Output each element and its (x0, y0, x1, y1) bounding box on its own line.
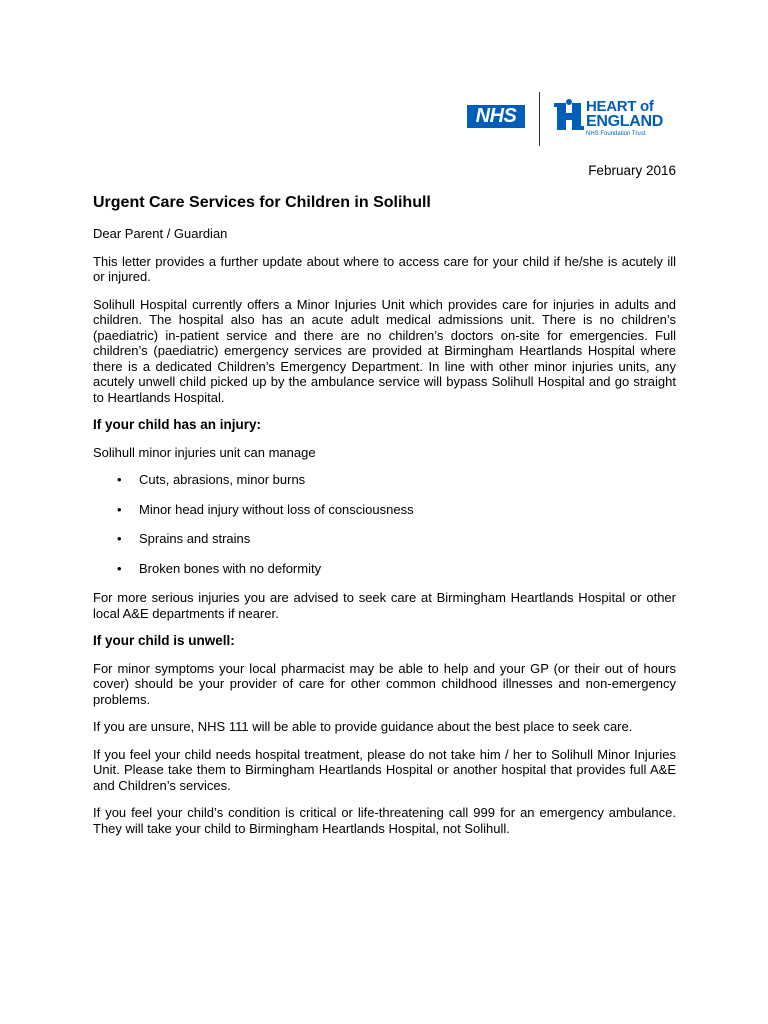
trust-name-line3: NHS Foundation Trust (586, 131, 646, 137)
list-item-text: Cuts, abrasions, minor burns (139, 472, 306, 487)
minor-symptoms-paragraph: For minor symptoms your local pharmacist may be able to help and your GP (or their out of hours cover) should be your provider of care for other common childhood illnesses and non-emergency problems. (93, 660, 676, 707)
letter-body (93, 193, 676, 848)
hospital-treatment-paragraph: If you feel your child needs hospital treatment, please do not take him / her to Solihull Minor Injuries Unit. Please take them to Birmingham Heartlands Hospital or another hospital that provides full A&E and Children’s services. (93, 746, 676, 793)
list-item-text: Broken bones with no deformity (139, 560, 322, 576)
emergency-paragraph: If you feel your child’s condition is critical or life-threatening call 999 for an emergency ambulance. They will take your child to Birmingham Heartlands Hospital, not Solihull. (93, 805, 676, 836)
list-item (93, 561, 676, 577)
injury-intro: Solihull minor injuries unit can manage (93, 444, 316, 460)
unwell-heading: If your child is unwell: (93, 633, 235, 648)
heart-of-england-logo-icon (554, 98, 584, 134)
bullet-icon: • (117, 472, 122, 487)
bullet-icon: • (117, 501, 122, 517)
trust-name-line1: HEART of (586, 98, 654, 115)
nhs-111-paragraph: If you are unsure, NHS 111 will be able to provide guidance about the best place to seek care. (93, 719, 633, 734)
salutation: Dear Parent / Guardian (93, 226, 228, 241)
background-paragraph: Solihull Hospital currently offers a Minor Injuries Unit which provides care for injuries in adults and children. The hospital also has an acute adult medical admissions unit. There is no children’s (paediatric) in-patient service and there are no children’s doctors on-site for emergencies. Full children’s (paediatric) emergency services are provided at Birmingham Heartlands Hospital where there is a dedicated Children’s Emergency Department. In line with other minor injuries units, any acutely unwell child picked up by the ambulance service will bypass Solihull Hospital and go straight to Heartlands Hospital. (93, 296, 676, 405)
list-item (93, 531, 676, 547)
injury-list (93, 472, 676, 576)
letter-date: February 2016 (588, 163, 676, 178)
bullet-icon: • (117, 531, 122, 546)
logo-area (466, 88, 666, 148)
list-item (93, 472, 676, 488)
heart-of-england-logo-text (586, 99, 666, 138)
list-item-text: Minor head injury without loss of consciousness (139, 501, 414, 517)
intro-paragraph: This letter provides a further update about where to access care for your child if he/she is acutely ill or injured. (93, 253, 676, 284)
list-item (93, 502, 676, 518)
injury-heading: If your child has an injury: (93, 417, 262, 432)
nhs-logo: NHS (467, 105, 525, 128)
bullet-icon: • (117, 560, 122, 576)
trust-name-line2: ENGLAND (586, 113, 664, 130)
list-item-text: Sprains and strains (139, 531, 251, 546)
letter-title: Urgent Care Services for Children in Solihull (93, 194, 431, 211)
logo-divider (539, 92, 540, 146)
serious-injury-paragraph: For more serious injuries you are advised to seek care at Birmingham Heartlands Hospital or other local A&E departments if nearer. (93, 590, 676, 621)
